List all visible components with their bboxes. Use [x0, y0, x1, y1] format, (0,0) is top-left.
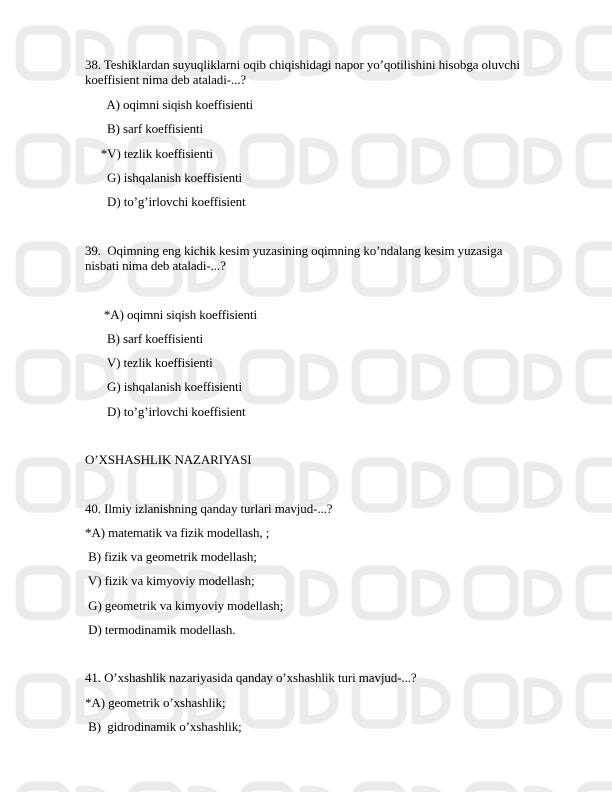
q41-question: 41. O’xshashlik nazariyasida qanday o’xshashlik turi mavjud-...? [85, 670, 417, 685]
q40-option-b: B) fizik va geometrik modellash; [85, 549, 257, 564]
q40-option-v: V) fizik va kimyoviy modellash; [85, 573, 255, 588]
watermark-tile [244, 354, 334, 400]
q39-option-a: *A) oqimni siqish koeffisienti [85, 307, 258, 322]
watermark-tile [580, 786, 612, 792]
watermark-tile [356, 354, 446, 400]
watermark-tile [580, 30, 612, 76]
q39-option-d: D) to’g’irlovchi koeffisient [85, 404, 246, 419]
q39-option-g: G) ishqalanish koeffisienti [85, 379, 243, 394]
watermark-tile [468, 570, 558, 616]
watermark-tile [580, 678, 612, 724]
q38-question-line2: koeffisient nima deb ataladi-...? [85, 72, 247, 87]
watermark-tile [356, 786, 446, 792]
watermark-tile [580, 462, 612, 508]
watermark-tile [356, 570, 446, 616]
watermark-tile [468, 138, 558, 184]
q40-option-a: *A) matematik va fizik modellash, ; [85, 525, 270, 540]
q40-option-g: G) geometrik va kimyoviy modellash; [85, 598, 284, 613]
watermark-tile [580, 138, 612, 184]
q38-option-a: A) oqimni siqish koeffisienti [85, 97, 254, 112]
watermark-tile [468, 786, 558, 792]
q41-option-a: *A) geometrik o’xshashlik; [85, 695, 226, 710]
q38-option-g: G) ishqalanish koeffisienti [85, 170, 243, 185]
watermark-tile [356, 138, 446, 184]
watermark-tile [20, 786, 110, 792]
watermark-tile [468, 462, 558, 508]
q40-option-d: D) termodinamik modellash. [85, 622, 236, 637]
q39-option-b: B) sarf koeffisienti [85, 331, 204, 346]
q39-option-v: V) tezlik koeffisienti [85, 355, 213, 370]
watermark-tile [580, 354, 612, 400]
q39-question-line2: nisbati nima deb ataladi-...? [85, 258, 226, 273]
q38-option-b: B) sarf koeffisienti [85, 121, 204, 136]
watermark-tile [468, 678, 558, 724]
watermark-tile [580, 570, 612, 616]
q41-option-b: B) gidrodinamik o’xshashlik; [85, 719, 242, 734]
q38-option-d: D) to’g’irlovchi koeffisient [85, 194, 246, 209]
watermark-tile [244, 786, 334, 792]
watermark-tile [468, 354, 558, 400]
watermark-tile [244, 138, 334, 184]
q38-question-line1: 38. Teshiklardan suyuqliklarni oqib chiqishidagi napor yo’qotilishini hisobga oluvchi [85, 57, 520, 72]
q39-question-line1: 39. Oqimning eng kichik kesim yuzasining oqimning ko’ndalang kesim yuzasiga [85, 243, 503, 258]
watermark-tile [356, 462, 446, 508]
section-title: O’XSHASHLIK NAZARIYASI [85, 452, 252, 467]
watermark-tile [580, 246, 612, 292]
q40-question: 40. Ilmiy izlanishning qanday turlari mavjud-...? [85, 501, 333, 516]
q38-option-v: *V) tezlik koeffisienti [85, 146, 214, 161]
watermark-tile [132, 786, 222, 792]
